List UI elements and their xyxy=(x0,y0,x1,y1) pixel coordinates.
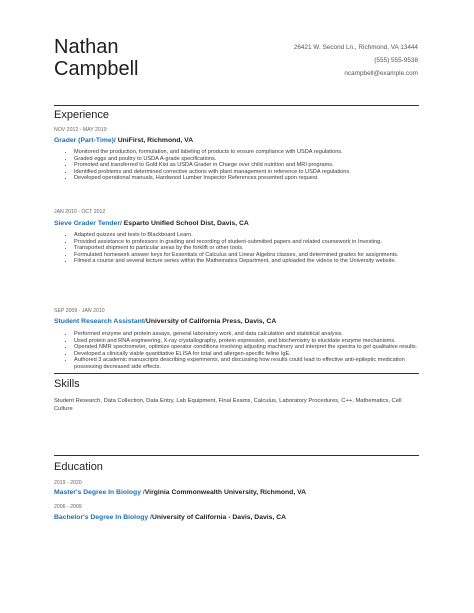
last-name: Campbell xyxy=(54,58,139,80)
job-3-title xyxy=(54,318,276,325)
skills-list: Student Research, Data Collection, Data Entry, Lab Equipment, Final Exams, Calculus, Laboratory Procedures, C++, Mathematics, Cell Culture xyxy=(54,398,402,412)
address: 26421 W. Second Ln., Richmond, VA 13444 xyxy=(293,44,418,51)
education-heading: Education xyxy=(54,461,103,473)
email: ncampbell@example.com xyxy=(344,70,418,77)
list-item: • Filmed a course and several lecture series within the Mathematics Department, and uploaded the videos to the University website. xyxy=(74,258,419,265)
list-item: • Operated NMR spectrometer, optimize operator conditions involving adjusting machinery and interpret the spectra to get qualitative results. xyxy=(74,344,419,351)
list-item: • Provided assistance to professors in grading and recording of student-submitted papers and related coursework in Investing. xyxy=(74,239,419,246)
edu-1-degree: Master's Degree In Biology / xyxy=(54,489,145,496)
list-item: • Performed enzyme and protein assays, general laboratory work, and data calculation and statistical analysis. xyxy=(74,331,419,338)
job-3-dates: SEP 2009 - JAN 2010 xyxy=(54,308,105,314)
edu-2-school: University of California - Davis, Davis, CA xyxy=(151,514,287,521)
job-2-title xyxy=(54,220,249,227)
edu-2-title xyxy=(54,514,286,521)
list-item: • Developed a clinically viable quantitative ELISA for total and allergen-specific feline IgE. xyxy=(74,351,419,358)
job-1-bullets xyxy=(66,149,419,182)
contact-info xyxy=(294,41,418,80)
job-3-org: University of California Press, Davis, CA xyxy=(145,318,277,325)
job-1-role: Grader (Part-Time)/ xyxy=(54,137,116,144)
edu-1-dates: 2019 - 2020 xyxy=(54,480,82,486)
skills-divider xyxy=(54,373,419,374)
list-item: • Used protein and RNA engineering, X-ray crystallography, protein expression, and biochemistry to elucidate enzyme mechanisms. xyxy=(74,338,419,345)
header-divider xyxy=(54,105,419,106)
edu-2-dates: 2006 - 2009 xyxy=(54,504,82,510)
job-2-role: Sieve Grader Tender/ xyxy=(54,220,122,227)
job-1-org: UniFirst, Richmond, VA xyxy=(115,137,194,144)
list-item: • Authored 3 academic manuscripts describing experiments, and discussing how results could lead to effective anti-epileptic medication possessing decreased side effects. xyxy=(74,357,419,370)
edu-1-title xyxy=(54,489,306,496)
job-2-org: Esparto Unified School Dist, Davis, CA xyxy=(121,220,249,227)
list-item: • Transported shipment to particular areas by the forklift or other tools. xyxy=(74,245,419,252)
job-3-role: Student Research Assistant/ xyxy=(54,318,146,325)
job-2-dates: JAN 2010 - OCT 2012 xyxy=(54,209,106,215)
job-1-title xyxy=(54,137,193,144)
job-1-dates: NOV 2012 - MAY 2019 xyxy=(54,127,107,133)
job-2-bullets xyxy=(66,232,419,265)
first-name: Nathan xyxy=(54,36,119,58)
edu-1-school: Virginia Commonwealth University, Richmond, VA xyxy=(144,489,307,496)
phone: (555) 555-9538 xyxy=(374,57,418,64)
list-item: • Formulated homework answer keys for Essentials of Calculus and Linear Algebra classes, and determined grades for assignments. xyxy=(74,252,419,259)
list-item: • Developed operational manuals, Hardwood Lumber Inspector References presented upon request. xyxy=(74,175,419,182)
list-item: • Identified problems and determined corrective actions with plant management in reference to USDA regulations. xyxy=(74,169,419,176)
education-divider xyxy=(54,455,419,456)
list-item: • Promoted and transferred to Gold Kist as USDA Grader in Charge over child nutrition and MRI programs. xyxy=(74,162,419,169)
experience-heading: Experience xyxy=(54,109,110,121)
list-item: • Adapted quizzes and tests to Blackboard Learn. xyxy=(74,232,419,239)
skills-heading: Skills xyxy=(54,378,80,390)
candidate-name xyxy=(54,36,138,80)
edu-2-degree: Bachelor's Degree In Biology / xyxy=(54,514,152,521)
list-item: • Graded eggs and poultry to USDA A-grade specifications. xyxy=(74,156,419,163)
list-item: • Monitored the production, formulation, and labeling of products to ensure compliance with USDA regulations. xyxy=(74,149,419,156)
job-3-bullets xyxy=(66,331,419,371)
